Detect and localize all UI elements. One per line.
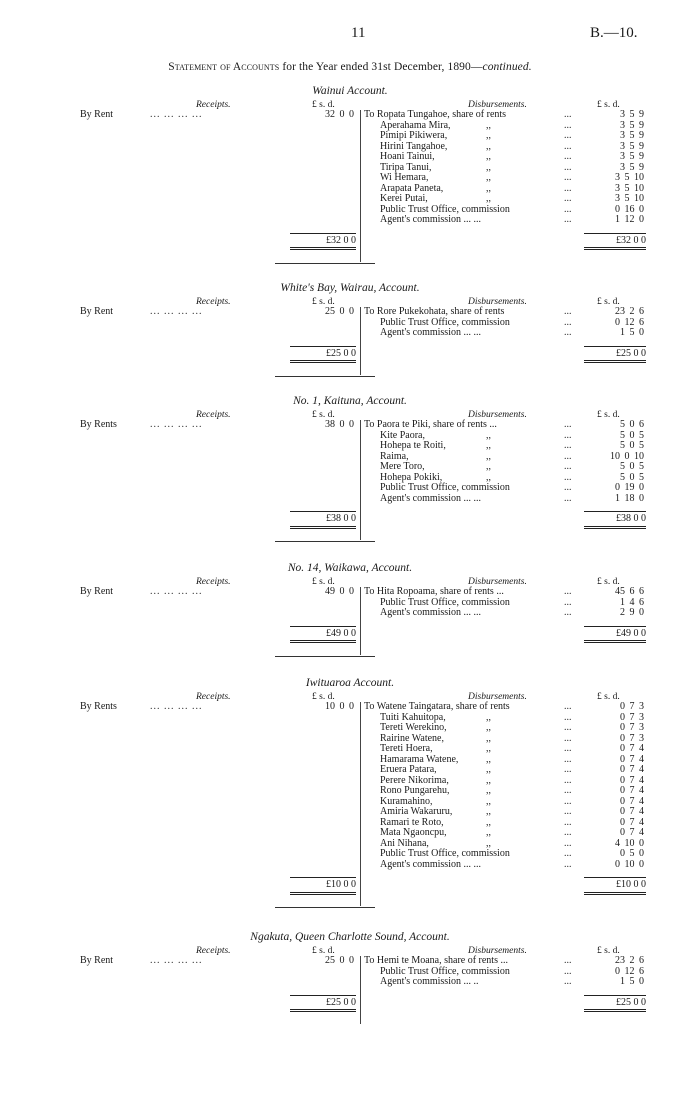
disbursement-row	[364, 744, 644, 755]
disbursement-list	[364, 956, 644, 988]
leader-dots: ...	[564, 193, 572, 204]
leader-dots: ...	[564, 774, 572, 786]
leader-dots: ...	[564, 596, 572, 608]
disbursement-amount: 0 5 0	[620, 848, 644, 859]
leader-dots: ...	[564, 214, 572, 225]
payee-name: Perere Nikorima,	[380, 774, 449, 786]
leader-dots: ... ... ... ...	[150, 955, 203, 966]
disbursement-row	[364, 849, 644, 860]
section-separator	[275, 376, 375, 377]
disbursements-heading: Disbursements.	[468, 100, 527, 110]
disbursement-amount: 0 7 3	[620, 722, 644, 733]
payee-name: Pimipi Pikiwera,	[380, 130, 448, 141]
disbursement-amount: 0 7 4	[620, 743, 644, 754]
receipt-label: By Rent	[80, 955, 114, 966]
disbursement-amount: 3 5 9	[620, 109, 644, 120]
disbursement-amount: 0 12 6	[615, 316, 644, 328]
payee-name: Raima,	[380, 450, 409, 462]
disbursement-amount: 1 4 6	[620, 596, 644, 608]
disbursement-amount: 5 0 5	[620, 429, 644, 441]
ditto-mark: ,,	[486, 764, 491, 775]
receipts-heading: Receipts.	[196, 946, 231, 956]
receipts-heading: Receipts.	[196, 410, 231, 420]
disbursement-row	[364, 977, 644, 988]
leader-dots: ...	[564, 151, 572, 162]
title-suffix: continued.	[482, 61, 532, 73]
disbursement-row	[364, 152, 644, 163]
ditto-mark: ,,	[486, 193, 491, 204]
account-title: Wainui Account.	[312, 85, 388, 97]
leader-dots: ... ... ... ...	[150, 306, 203, 317]
leader-dots: ...	[564, 858, 572, 870]
leader-dots: ...	[564, 827, 572, 838]
ditto-mark: ,,	[486, 806, 491, 817]
account-title: No. 1, Kaituna, Account.	[293, 395, 407, 407]
receipt-amount: 38 0 0	[325, 419, 354, 430]
disbursement-row	[364, 494, 644, 505]
leader-dots: ...	[564, 753, 572, 765]
disbursement-amount: 0 7 3	[620, 711, 644, 723]
payee-name: Ani Nihana,	[380, 837, 429, 849]
payee-name: To Hita Ropoama, share of rents ...	[364, 586, 504, 597]
receipts-lsd-heading: £ s. d.	[312, 577, 335, 587]
receipt-label: By Rents	[80, 701, 117, 712]
payee-name: Tereti Werekino,	[380, 722, 447, 733]
disbursement-amount: 0 19 0	[615, 482, 644, 493]
disbursement-row	[364, 173, 644, 184]
payee-name: Ramari te Roto,	[380, 816, 444, 828]
title-middle: for the Year ended 31st December, 1890—	[282, 61, 483, 73]
payee-name: Public Trust Office, commission	[380, 596, 510, 608]
ditto-mark: ,,	[486, 774, 491, 786]
disbursement-amount: 0 7 4	[620, 806, 644, 817]
disbursement-amount: 1 5 0	[620, 327, 644, 338]
leader-dots: ...	[564, 701, 572, 712]
receipt-label: By Rent	[80, 306, 114, 317]
disbursement-amount: 45 6 6	[615, 586, 644, 597]
leader-dots: ...	[564, 785, 572, 796]
leader-dots: ...	[564, 764, 572, 775]
leader-dots: ...	[564, 109, 572, 120]
ditto-mark: ,,	[486, 140, 491, 152]
receipts-lsd-heading: £ s. d.	[312, 100, 335, 110]
leader-dots: ...	[564, 419, 572, 430]
payee-name: Wi Hemara,	[380, 172, 429, 183]
disbursement-row	[364, 608, 644, 619]
disbursements-lsd-heading: £ s. d.	[597, 297, 620, 307]
leader-dots: ...	[564, 482, 572, 493]
statement-title	[0, 62, 700, 73]
payee-name: Public Trust Office, commission	[380, 203, 510, 215]
disbursement-amount: 3 5 9	[620, 119, 644, 131]
disbursements-heading: Disbursements.	[468, 577, 527, 587]
ditto-mark: ,,	[486, 182, 491, 194]
column-divider	[360, 956, 361, 1024]
disbursement-amount: 3 5 10	[615, 193, 644, 204]
disbursement-row	[364, 215, 644, 226]
disbursement-amount: 4 10 0	[615, 837, 644, 849]
payee-name: Rairine Watene,	[380, 732, 444, 744]
column-divider	[360, 420, 361, 540]
receipts-heading: Receipts.	[196, 692, 231, 702]
disbursements-total: £49 0 0	[584, 626, 646, 644]
receipts-total: £10 0 0	[290, 877, 356, 895]
leader-dots: ...	[564, 130, 572, 141]
ditto-mark: ,,	[486, 471, 491, 483]
disbursement-amount: 0 7 4	[620, 774, 644, 786]
disbursement-amount: 0 7 4	[620, 827, 644, 838]
leader-dots: ...	[564, 955, 572, 966]
page-reference: B.—10.	[590, 25, 638, 41]
payee-name: Agent's commission ... ...	[380, 214, 481, 225]
receipt-amount: 25 0 0	[325, 306, 354, 317]
ditto-mark: ,,	[486, 827, 491, 838]
title-prefix: Statement of Accounts	[168, 61, 280, 73]
account-title: White's Bay, Wairau, Account.	[280, 282, 420, 294]
receipts-heading: Receipts.	[196, 297, 231, 307]
leader-dots: ...	[564, 440, 572, 451]
receipts-heading: Receipts.	[196, 100, 231, 110]
disbursement-row	[364, 956, 644, 967]
ditto-mark: ,,	[486, 151, 491, 162]
disbursement-row	[364, 828, 644, 839]
disbursement-amount: 1 12 0	[615, 214, 644, 225]
disbursement-amount: 23 2 6	[615, 955, 644, 966]
disbursement-list	[364, 307, 644, 339]
disbursement-row	[364, 860, 644, 871]
ditto-mark: ,,	[486, 722, 491, 733]
payee-name: To Hemi te Moana, share of rents ...	[364, 955, 508, 966]
ditto-mark: ,,	[486, 816, 491, 828]
payee-name: Agent's commission ... ...	[380, 858, 481, 870]
ditto-mark: ,,	[486, 161, 491, 173]
disbursement-amount: 5 0 5	[620, 440, 644, 451]
disbursements-total: £38 0 0	[584, 511, 646, 529]
ditto-mark: ,,	[486, 837, 491, 849]
payee-name: Eruera Patara,	[380, 764, 437, 775]
payee-name: Hamarama Watene,	[380, 753, 459, 765]
receipt-label: By Rent	[80, 586, 114, 597]
payee-name: To Paora te Piki, share of rents ...	[364, 419, 497, 430]
disbursement-list	[364, 702, 644, 870]
disbursement-row	[364, 420, 644, 431]
leader-dots: ...	[564, 722, 572, 733]
ditto-mark: ,,	[486, 732, 491, 744]
payee-name: Kerei Putai,	[380, 193, 428, 204]
ditto-mark: ,,	[486, 795, 491, 807]
disbursement-amount: 23 2 6	[615, 306, 644, 317]
disbursements-heading: Disbursements.	[468, 692, 527, 702]
receipt-label: By Rents	[80, 419, 117, 430]
ditto-mark: ,,	[486, 119, 491, 131]
disbursements-heading: Disbursements.	[468, 410, 527, 420]
payee-name: To Ropata Tungahoe, share of rents	[364, 109, 507, 120]
disbursement-row	[364, 110, 644, 121]
ditto-mark: ,,	[486, 130, 491, 141]
payee-name: Public Trust Office, commission	[380, 482, 510, 493]
receipts-total: £49 0 0	[290, 626, 356, 644]
account-title: Ngakuta, Queen Charlotte Sound, Account.	[250, 931, 450, 943]
leader-dots: ...	[564, 492, 572, 504]
payee-name: Arapata Paneta,	[380, 182, 444, 194]
disbursement-row	[364, 441, 644, 452]
payee-name: Public Trust Office, commission	[380, 965, 510, 977]
leader-dots: ...	[564, 795, 572, 807]
disbursement-row	[364, 328, 644, 339]
leader-dots: ...	[564, 316, 572, 328]
leader-dots: ...	[564, 711, 572, 723]
leader-dots: ... ... ... ...	[150, 419, 203, 430]
page-number: 11	[351, 25, 366, 41]
ditto-mark: ,,	[486, 785, 491, 796]
account-title: Iwituaroa Account.	[305, 677, 395, 689]
section-separator	[275, 263, 375, 264]
payee-name: Public Trust Office, commission	[380, 316, 510, 328]
section-separator	[275, 907, 375, 908]
disbursement-amount: 5 0 5	[620, 461, 644, 472]
disbursement-row	[364, 786, 644, 797]
disbursement-amount: 1 18 0	[615, 492, 644, 504]
leader-dots: ...	[564, 429, 572, 441]
disbursement-row	[364, 765, 644, 776]
disbursements-lsd-heading: £ s. d.	[597, 100, 620, 110]
ditto-mark: ,,	[486, 461, 491, 472]
receipts-lsd-heading: £ s. d.	[312, 297, 335, 307]
receipts-lsd-heading: £ s. d.	[312, 692, 335, 702]
payee-name: To Watene Taingatara, share of rents	[364, 701, 510, 712]
payee-name: Hohepa Pokiki,	[380, 471, 443, 483]
receipts-total: £38 0 0	[290, 511, 356, 529]
receipts-total: £25 0 0	[290, 995, 356, 1013]
column-divider	[360, 702, 361, 906]
disbursement-amount: 0 10 0	[615, 858, 644, 870]
leader-dots: ...	[564, 471, 572, 483]
disbursement-row	[364, 194, 644, 205]
leader-dots: ... ... ... ...	[150, 586, 203, 597]
payee-name: Tereti Hoera,	[380, 743, 433, 754]
leader-dots: ...	[564, 816, 572, 828]
disbursement-amount: 5 0 6	[620, 419, 644, 430]
leader-dots: ...	[564, 837, 572, 849]
disbursements-lsd-heading: £ s. d.	[597, 577, 620, 587]
receipts-lsd-heading: £ s. d.	[312, 946, 335, 956]
receipts-total: £25 0 0	[290, 346, 356, 364]
payee-name: Mere Toro,	[380, 461, 425, 472]
disbursement-amount: 0 7 4	[620, 816, 644, 828]
disbursement-amount: 3 5 9	[620, 161, 644, 173]
disbursement-amount: 3 5 9	[620, 130, 644, 141]
leader-dots: ... ... ... ...	[150, 109, 203, 120]
leader-dots: ...	[564, 607, 572, 618]
leader-dots: ...	[564, 743, 572, 754]
disbursements-lsd-heading: £ s. d.	[597, 410, 620, 420]
disbursement-amount: 0 12 6	[615, 965, 644, 977]
ditto-mark: ,,	[486, 450, 491, 462]
disbursements-total: £25 0 0	[584, 346, 646, 364]
section-separator	[275, 541, 375, 542]
payee-name: Agent's commission ... ..	[380, 976, 479, 987]
receipts-lsd-heading: £ s. d.	[312, 410, 335, 420]
ditto-mark: ,,	[486, 440, 491, 451]
disbursement-amount: 0 7 4	[620, 764, 644, 775]
ditto-mark: ,,	[486, 743, 491, 754]
disbursement-amount: 0 7 4	[620, 785, 644, 796]
disbursement-row	[364, 483, 644, 494]
leader-dots: ...	[564, 848, 572, 859]
leader-dots: ...	[564, 119, 572, 131]
section-separator	[275, 656, 375, 657]
receipt-amount: 25 0 0	[325, 955, 354, 966]
disbursement-amount: 3 5 10	[615, 182, 644, 194]
receipt-amount: 32 0 0	[325, 109, 354, 120]
payee-name: Agent's commission ... ...	[380, 327, 481, 338]
column-divider	[360, 587, 361, 655]
disbursements-lsd-heading: £ s. d.	[597, 692, 620, 702]
payee-name: Amiria Wakaruru,	[380, 806, 453, 817]
leader-dots: ...	[564, 306, 572, 317]
leader-dots: ...	[564, 182, 572, 194]
leader-dots: ...	[564, 140, 572, 152]
disbursement-row	[364, 462, 644, 473]
disbursement-amount: 3 5 9	[620, 151, 644, 162]
leader-dots: ...	[564, 965, 572, 977]
leader-dots: ...	[564, 172, 572, 183]
disbursement-amount: 3 5 10	[615, 172, 644, 183]
leader-dots: ... ... ... ...	[150, 701, 203, 712]
leader-dots: ...	[564, 461, 572, 472]
disbursement-row	[364, 587, 644, 598]
payee-name: Aperahama Mira,	[380, 119, 451, 131]
disbursement-row	[364, 307, 644, 318]
payee-name: Kite Paora,	[380, 429, 425, 441]
disbursements-heading: Disbursements.	[468, 946, 527, 956]
payee-name: Public Trust Office, commission	[380, 848, 510, 859]
disbursement-list	[364, 587, 644, 619]
disbursement-amount: 3 5 9	[620, 140, 644, 152]
disbursements-heading: Disbursements.	[468, 297, 527, 307]
leader-dots: ...	[564, 203, 572, 215]
disbursements-total: £10 0 0	[584, 877, 646, 895]
leader-dots: ...	[564, 327, 572, 338]
disbursement-amount: 2 9 0	[620, 607, 644, 618]
disbursement-list	[364, 420, 644, 504]
ditto-mark: ,,	[486, 753, 491, 765]
disbursement-row	[364, 723, 644, 734]
leader-dots: ...	[564, 586, 572, 597]
payee-name: To Rore Pukekohata, share of rents	[364, 306, 505, 317]
disbursement-row	[364, 131, 644, 142]
receipt-amount: 10 0 0	[325, 701, 354, 712]
leader-dots: ...	[564, 450, 572, 462]
payee-name: Mata Ngaoncpu,	[380, 827, 447, 838]
column-divider	[360, 307, 361, 375]
column-divider	[360, 110, 361, 262]
disbursement-list	[364, 110, 644, 226]
payee-name: Kuramahino,	[380, 795, 433, 807]
ditto-mark: ,,	[486, 711, 491, 723]
payee-name: Rono Pungarehu,	[380, 785, 450, 796]
disbursement-amount: 0 7 3	[620, 701, 644, 712]
payee-name: Hoani Tainui,	[380, 151, 435, 162]
disbursement-row	[364, 807, 644, 818]
payee-name: Hohepa te Roiti,	[380, 440, 446, 451]
ditto-mark: ,,	[486, 172, 491, 183]
leader-dots: ...	[564, 161, 572, 173]
receipts-heading: Receipts.	[196, 577, 231, 587]
leader-dots: ...	[564, 976, 572, 987]
disbursement-amount: 0 16 0	[615, 203, 644, 215]
payee-name: Tiripa Tanui,	[380, 161, 432, 173]
receipt-amount: 49 0 0	[325, 586, 354, 597]
leader-dots: ...	[564, 806, 572, 817]
disbursement-amount: 0 7 4	[620, 795, 644, 807]
disbursement-amount: 10 0 10	[610, 450, 644, 462]
disbursements-total: £25 0 0	[584, 995, 646, 1013]
disbursement-amount: 5 0 5	[620, 471, 644, 483]
receipts-total: £32 0 0	[290, 233, 356, 251]
payee-name: Tuiti Kahuitopa,	[380, 711, 446, 723]
disbursement-amount: 0 7 4	[620, 753, 644, 765]
leader-dots: ...	[564, 732, 572, 744]
disbursements-total: £32 0 0	[584, 233, 646, 251]
payee-name: Agent's commission ... ...	[380, 607, 481, 618]
payee-name: Agent's commission ... ...	[380, 492, 481, 504]
ditto-mark: ,,	[486, 429, 491, 441]
receipt-label: By Rent	[80, 109, 114, 120]
disbursement-amount: 0 7 3	[620, 732, 644, 744]
disbursement-row	[364, 702, 644, 713]
disbursement-amount: 1 5 0	[620, 976, 644, 987]
account-title: No. 14, Waikawa, Account.	[287, 562, 413, 574]
disbursements-lsd-heading: £ s. d.	[597, 946, 620, 956]
payee-name: Hirini Tangahoe,	[380, 140, 448, 152]
